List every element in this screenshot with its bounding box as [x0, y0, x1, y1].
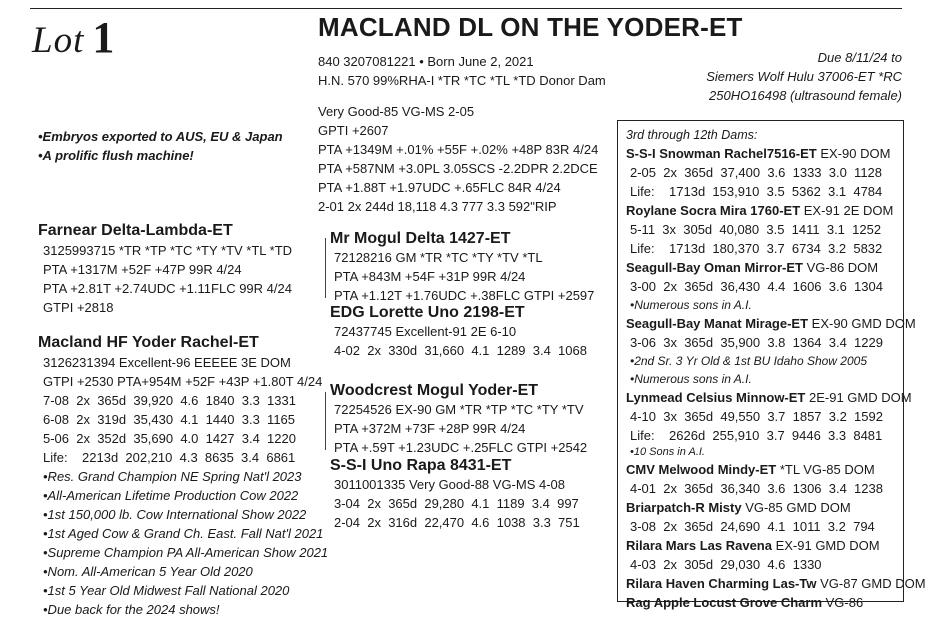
dam-line: GTPI +2530 PTA+954M +52F +43P +1.80T 4/24 [43, 374, 323, 389]
sire-line: PTA +1317M +52F +47P 99R 4/24 [43, 262, 242, 277]
sire-line: PTA +2.81T +2.74UDC +1.11FLC 99R 4/24 [43, 281, 292, 296]
dam-name: Macland HF Yoder Rachel-ET [38, 334, 259, 351]
dam-entry-note: •10 Sons in A.I. [630, 446, 705, 458]
animal-title: MACLAND DL ON THE YODER-ET [318, 12, 743, 42]
sire-name: Farnear Delta-Lambda-ET [38, 222, 233, 239]
stat-line: GPTI +2607 [318, 123, 389, 138]
stat-line: 2-01 2x 244d 18,118 4.3 777 3.3 592"RIP [318, 199, 557, 214]
pedigree-line: 3-04 2x 365d 29,280 4.1 1189 3.4 997 [334, 496, 579, 511]
sire-sire-name: Mr Mogul Delta 1427-ET [330, 230, 511, 247]
dams-list [626, 126, 926, 612]
stat-line: PTA +1.88T +1.97UDC +.65FLC 84R 4/24 [318, 180, 561, 195]
pedigree-line: PTA +1.12T +1.76UDC +.38FLC GTPI +2597 [334, 288, 595, 303]
dam-entry-name: Rag Apple Locust Grove Charm VG-86 [626, 595, 864, 610]
dam-entry-name: CMV Melwood Mindy-ET *TL VG-85 DOM [626, 462, 875, 477]
lot-label [32, 12, 114, 63]
dam-entry-note: •Numerous sons in A.I. [630, 372, 752, 386]
dam-record: Life: 2213d 202,210 4.3 8635 3.4 6861 [43, 450, 296, 465]
dam-entry-note: •Numerous sons in A.I. [630, 298, 752, 312]
header-info [318, 52, 606, 90]
dam-entry-record: 4-03 2x 305d 29,030 4.6 1330 [630, 557, 822, 572]
pedigree-line: 4-02 2x 330d 31,660 4.1 1289 3.4 1068 [334, 343, 587, 358]
dam-entry-name: Briarpatch-R Misty VG-85 GMD DOM [626, 500, 851, 515]
due-sire-line: Siemers Wolf Hulu 37006-ET *RC [706, 69, 902, 84]
note-line: •A prolific flush machine! [38, 148, 194, 163]
due-line: Due 8/11/24 to [817, 50, 902, 65]
stat-line: PTA +587NM +3.0PL 3.05SCS -2.2DPR 2.2DCE [318, 161, 598, 176]
lot-word: Lot [32, 20, 85, 61]
dam-sire-block [330, 382, 587, 457]
dams-heading: 3rd through 12th Dams: [626, 128, 758, 142]
dam-entry-record: 5-11 3x 305d 40,080 3.5 1411 3.1 1252 [630, 222, 882, 237]
pedigree-line: PTA +843M +54F +31P 99R 4/24 [334, 269, 526, 284]
dam-entry-record: 2-05 2x 365d 37,400 3.6 1333 3.0 1128 [630, 165, 883, 180]
highlight-notes [38, 127, 283, 165]
dam-entry-record: 3-00 2x 365d 36,430 4.4 1606 3.6 1304 [630, 279, 883, 294]
dam-dam-block [330, 457, 580, 532]
stat-line: PTA +1349M +.01% +55F +.02% +48P 83R 4/24 [318, 142, 599, 157]
dam-entry-name: Seagull-Bay Manat Mirage-ET EX-90 GMD DOM [626, 316, 916, 331]
sire-line: 3125993715 *TR *TP *TC *TY *TV *TL *TD [43, 243, 293, 258]
dam-block [38, 334, 328, 619]
dam-achievement: •All-American Lifetime Production Cow 2022 [43, 488, 299, 503]
dam-entry-record: Life: 1713d 180,370 3.7 6734 3.2 5832 [630, 241, 883, 256]
pedigree-line: 72437745 Excellent-91 2E 6-10 [334, 324, 517, 339]
pedigree-line: 2-04 2x 316d 22,470 4.6 1038 3.3 751 [334, 515, 580, 530]
dam-achievement: •1st 5 Year Old Midwest Fall National 2020 [43, 583, 290, 598]
sire-dam-block [330, 304, 587, 360]
dam-entry-record: Life: 1713d 153,910 3.5 5362 3.1 4784 [630, 184, 883, 199]
pedigree-bracket [325, 392, 326, 450]
pedigree-bracket [325, 238, 326, 298]
dam-entry-record: 4-01 2x 365d 36,340 3.6 1306 3.4 1238 [630, 481, 883, 496]
pedigree-line: PTA +.59T +1.23UDC +.25FLC GTPI +2542 [334, 440, 588, 455]
dam-entry-name: Lynmead Celsius Minnow-ET 2E-91 GMD DOM [626, 390, 912, 405]
lot-number: 1 [92, 13, 115, 62]
stat-line: Very Good-85 VG-MS 2-05 [318, 104, 475, 119]
dam-entry-name: Seagull-Bay Oman Mirror-ET VG-86 DOM [626, 260, 879, 275]
dam-entry-record: 4-10 3x 365d 49,550 3.7 1857 3.2 1592 [630, 409, 883, 424]
dam-achievement: •Res. Grand Champion NE Spring Nat'l 2023 [43, 469, 302, 484]
dam-record: 6-08 2x 319d 35,430 4.1 1440 3.3 1165 [43, 412, 296, 427]
dam-achievement: •Due back for the 2024 shows! [43, 602, 220, 617]
top-rule [30, 8, 902, 9]
dam-entry-note: •2nd Sr. 3 Yr Old & 1st BU Idaho Show 2005 [630, 354, 868, 368]
reg-line: 840 3207081221 • Born June 2, 2021 [318, 54, 534, 69]
sire-sire-block [330, 230, 594, 305]
hn-line: H.N. 570 99%RHA-I *TR *TC *TL *TD Donor Dam [318, 73, 606, 88]
pedigree-line: 72128216 GM *TR *TC *TY *TV *TL [334, 250, 543, 265]
sire-line: GTPI +2818 [43, 300, 114, 315]
dam-achievement: •1st 150,000 lb. Cow International Show 2022 [43, 507, 307, 522]
sire-dam-name: EDG Lorette Uno 2198-ET [330, 304, 525, 321]
stats-block [318, 102, 598, 216]
dam-record: 7-08 2x 365d 39,920 4.6 1840 3.3 1331 [43, 393, 296, 408]
dam-dam-name: S-S-I Uno Rapa 8431-ET [330, 457, 512, 474]
dam-entry-name: S-S-I Snowman Rachel7516-ET EX-90 DOM [626, 146, 891, 161]
due-code-line: 250HO16498 (ultrasound female) [709, 88, 902, 103]
sire-block [38, 222, 292, 317]
dam-entry-name: Rilara Mars Las Ravena EX-91 GMD DOM [626, 538, 880, 553]
dam-entry-record: Life: 2626d 255,910 3.7 9446 3.3 8481 [630, 428, 883, 443]
dam-achievement: •Nom. All-American 5 Year Old 2020 [43, 564, 253, 579]
dam-achievement: •Supreme Champion PA All-American Show 2021 [43, 545, 329, 560]
dam-entry-name: Rilara Haven Charming Las-Tw VG-87 GMD DOM [626, 576, 926, 591]
dam-entry-record: 3-08 2x 365d 24,690 4.1 1011 3.2 794 [630, 519, 875, 534]
pedigree-line: 3011001335 Very Good-88 VG-MS 4-08 [334, 477, 566, 492]
dam-entry-record: 3-06 3x 365d 35,900 3.8 1364 3.4 1229 [630, 335, 883, 350]
dam-achievement: •1st Aged Cow & Grand Ch. East. Fall Nat'l 2021 [43, 526, 324, 541]
dam-sire-name: Woodcrest Mogul Yoder-ET [330, 382, 539, 399]
note-line: •Embryos exported to AUS, EU & Japan [38, 129, 283, 144]
due-info [706, 48, 902, 105]
pedigree-line: 72254526 EX-90 GM *TR *TP *TC *TY *TV [334, 402, 584, 417]
dam-entry-name: Roylane Socra Mira 1760-ET EX-91 2E DOM [626, 203, 894, 218]
dam-line: 3126231394 Excellent-96 EEEEE 3E DOM [43, 355, 291, 370]
pedigree-line: PTA +372M +73F +28P 99R 4/24 [334, 421, 526, 436]
dam-record: 5-06 2x 352d 35,690 4.0 1427 3.4 1220 [43, 431, 296, 446]
